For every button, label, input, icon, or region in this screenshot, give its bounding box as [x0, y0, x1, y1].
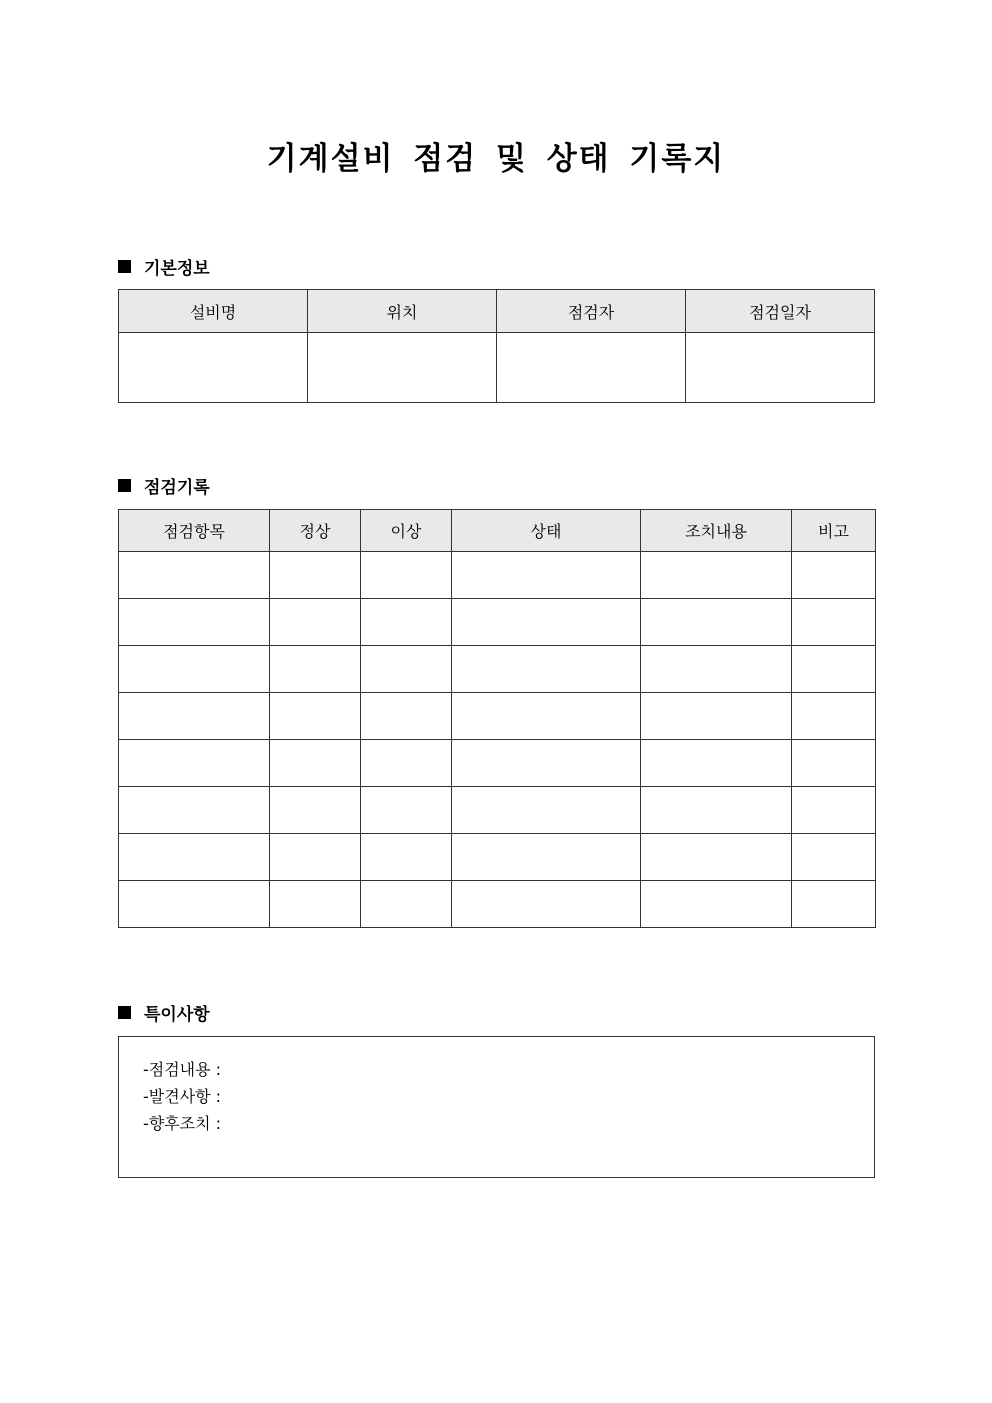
status-cell[interactable] — [452, 646, 641, 693]
table-row — [119, 646, 876, 693]
inspector-cell[interactable] — [497, 333, 686, 403]
status-cell[interactable] — [452, 740, 641, 787]
inspection-record-table — [118, 509, 876, 928]
normal-cell[interactable] — [270, 787, 361, 834]
column-header-normal: 정상 — [270, 510, 361, 552]
table-row — [119, 599, 876, 646]
remarks-cell[interactable] — [792, 599, 876, 646]
notes-line-inspection-content: -점검내용 : — [143, 1060, 222, 1079]
abnormal-cell[interactable] — [361, 834, 452, 881]
column-header-inspector: 점검자 — [497, 290, 686, 333]
table-row — [119, 787, 876, 834]
table-header-row — [119, 290, 875, 333]
inspection-item-cell[interactable] — [119, 740, 270, 787]
normal-cell[interactable] — [270, 552, 361, 599]
status-cell[interactable] — [452, 787, 641, 834]
status-cell[interactable] — [452, 599, 641, 646]
action-taken-cell[interactable] — [641, 787, 792, 834]
inspection-item-cell[interactable] — [119, 552, 270, 599]
table-row — [119, 740, 876, 787]
remarks-cell[interactable] — [792, 552, 876, 599]
location-cell[interactable] — [308, 333, 497, 403]
column-header-action-taken: 조치내용 — [641, 510, 792, 552]
inspection-item-cell[interactable] — [119, 787, 270, 834]
section-title: 점검기록 — [144, 478, 210, 498]
remarks-cell[interactable] — [792, 646, 876, 693]
equipment-name-cell[interactable] — [119, 333, 308, 403]
section-title: 기본정보 — [144, 259, 210, 279]
action-taken-cell[interactable] — [641, 881, 792, 928]
inspection-item-cell[interactable] — [119, 646, 270, 693]
inspection-item-cell[interactable] — [119, 881, 270, 928]
table-row — [119, 693, 876, 740]
table-row — [119, 834, 876, 881]
section-heading-special-notes — [118, 1000, 210, 1025]
action-taken-cell[interactable] — [641, 646, 792, 693]
status-cell[interactable] — [452, 834, 641, 881]
abnormal-cell[interactable] — [361, 693, 452, 740]
inspection-date-cell[interactable] — [686, 333, 875, 403]
action-taken-cell[interactable] — [641, 599, 792, 646]
square-bullet-icon — [118, 1006, 131, 1019]
abnormal-cell[interactable] — [361, 552, 452, 599]
table-header-row — [119, 510, 876, 552]
notes-line-follow-up: -향후조치 : — [143, 1114, 222, 1133]
table-row — [119, 333, 875, 403]
action-taken-cell[interactable] — [641, 693, 792, 740]
special-notes-box[interactable] — [118, 1036, 875, 1178]
inspection-item-cell[interactable] — [119, 834, 270, 881]
inspection-record-body — [119, 552, 876, 928]
square-bullet-icon — [118, 479, 131, 492]
abnormal-cell[interactable] — [361, 599, 452, 646]
column-header-abnormal: 이상 — [361, 510, 452, 552]
column-header-inspection-item: 점검항목 — [119, 510, 270, 552]
document-title: 기계설비 점검 및 상태 기록지 — [266, 141, 726, 177]
abnormal-cell[interactable] — [361, 740, 452, 787]
notes-line-findings: -발견사항 : — [143, 1087, 222, 1106]
remarks-cell[interactable] — [792, 740, 876, 787]
column-header-equipment-name: 설비명 — [119, 290, 308, 333]
abnormal-cell[interactable] — [361, 787, 452, 834]
column-header-location: 위치 — [308, 290, 497, 333]
status-cell[interactable] — [452, 881, 641, 928]
section-heading-inspection-record — [118, 473, 210, 498]
normal-cell[interactable] — [270, 740, 361, 787]
section-title: 특이사항 — [144, 1005, 210, 1025]
table-row — [119, 552, 876, 599]
status-cell[interactable] — [452, 552, 641, 599]
square-bullet-icon — [118, 260, 131, 273]
action-taken-cell[interactable] — [641, 552, 792, 599]
remarks-cell[interactable] — [792, 693, 876, 740]
action-taken-cell[interactable] — [641, 740, 792, 787]
remarks-cell[interactable] — [792, 834, 876, 881]
remarks-cell[interactable] — [792, 881, 876, 928]
inspection-item-cell[interactable] — [119, 693, 270, 740]
normal-cell[interactable] — [270, 646, 361, 693]
normal-cell[interactable] — [270, 881, 361, 928]
remarks-cell[interactable] — [792, 787, 876, 834]
abnormal-cell[interactable] — [361, 881, 452, 928]
section-heading-basic-info — [118, 254, 210, 279]
table-row — [119, 881, 876, 928]
column-header-inspection-date: 점검일자 — [686, 290, 875, 333]
normal-cell[interactable] — [270, 599, 361, 646]
abnormal-cell[interactable] — [361, 646, 452, 693]
action-taken-cell[interactable] — [641, 834, 792, 881]
inspection-item-cell[interactable] — [119, 599, 270, 646]
normal-cell[interactable] — [270, 834, 361, 881]
status-cell[interactable] — [452, 693, 641, 740]
normal-cell[interactable] — [270, 693, 361, 740]
column-header-remarks: 비고 — [792, 510, 876, 552]
basic-info-table — [118, 289, 875, 403]
column-header-status: 상태 — [452, 510, 641, 552]
